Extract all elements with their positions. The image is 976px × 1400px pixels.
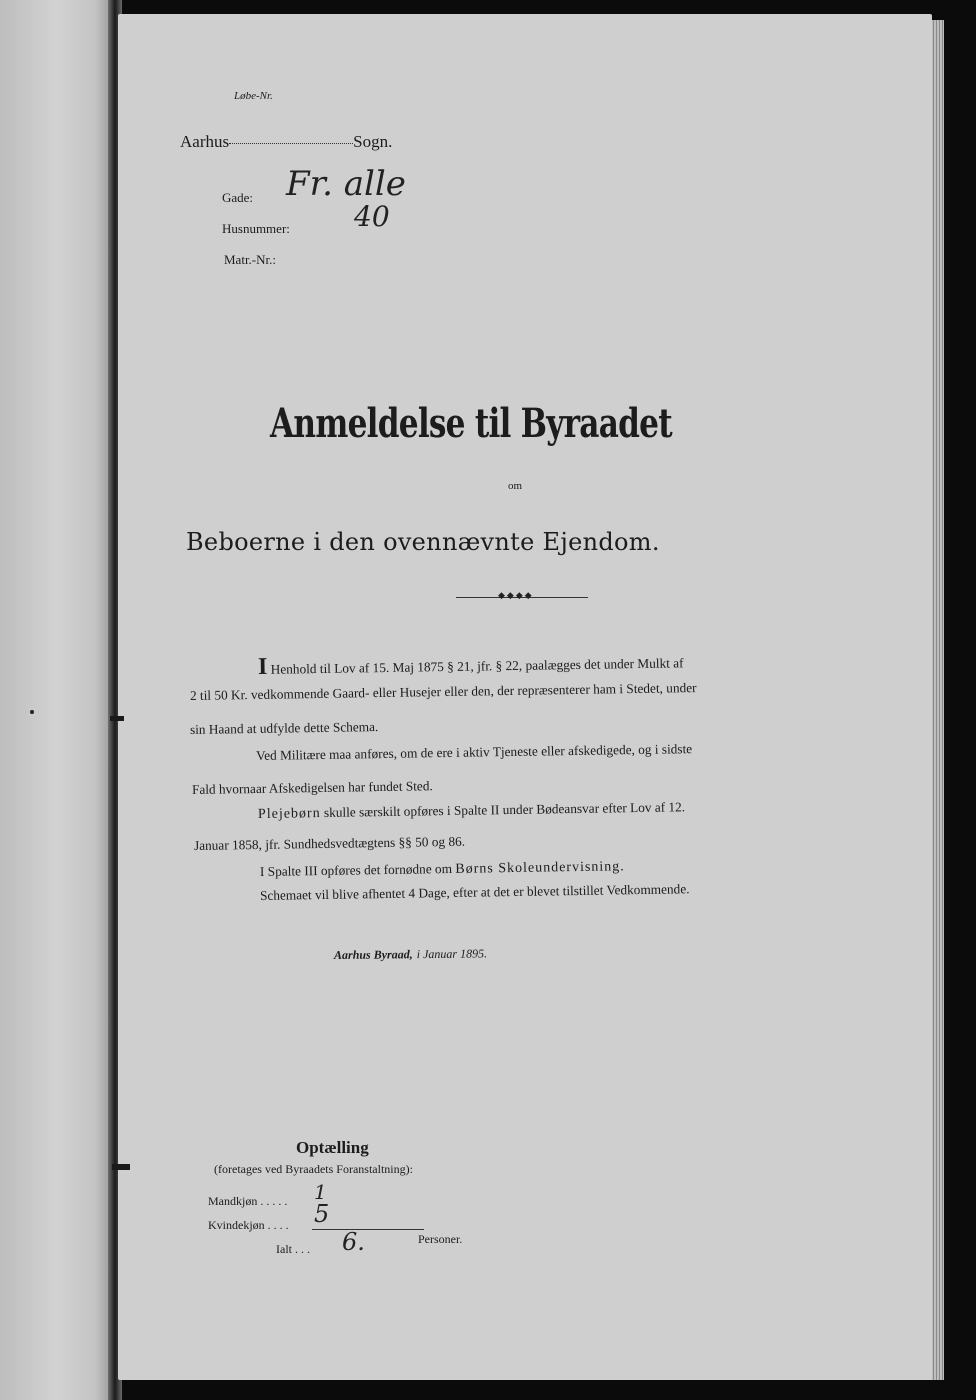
kvindekjoen-label: Kvindekjøn . . . . bbox=[208, 1218, 289, 1232]
mandkjoen-handwritten-value: 1 bbox=[314, 1180, 327, 1204]
page-title: Anmeldelse til Byraadet bbox=[270, 400, 672, 447]
gade-label: Gade: bbox=[222, 190, 254, 205]
ornament-diamonds: ◆◆◆◆ bbox=[498, 590, 534, 600]
paragraph-4 bbox=[260, 858, 625, 881]
paragraph-2-line-2: Fald hvornaar Afskedigelsen har fundet Sted. bbox=[191, 778, 433, 797]
binding-clip-mark bbox=[112, 1164, 130, 1170]
ialt-handwritten-value: 6. bbox=[342, 1228, 365, 1256]
paragraph-4-text: I Spalte III opføres det fornødne om bbox=[259, 860, 453, 879]
paragraph-1-line-1 bbox=[258, 647, 684, 681]
mandkjoen-label: Mandkjøn . . . . . bbox=[208, 1194, 288, 1208]
matr-nr-label: Matr.-Nr.: bbox=[224, 252, 276, 267]
paragraph-3-line-1-text: skulle særskilt opføres i Spalte II under Bødeansvar efter Lov af 12. bbox=[323, 799, 686, 820]
city-label bbox=[180, 132, 392, 152]
plejeborn-emphasis: Plejebørn bbox=[257, 806, 321, 822]
husnummer-label: Husnummer: bbox=[222, 221, 290, 236]
page-subtitle: Beboerne i den ovennævnte Ejendom. bbox=[186, 528, 660, 556]
paragraph-initial: I bbox=[257, 653, 268, 680]
sogn-label: Sogn. bbox=[353, 132, 393, 151]
sogn-dotted-line bbox=[229, 142, 353, 144]
signature-line bbox=[334, 944, 487, 964]
document-page bbox=[118, 14, 932, 1380]
ialt-label: Ialt . . . bbox=[276, 1242, 310, 1256]
speck-mark bbox=[30, 710, 34, 714]
paragraph-2-line-1: Ved Militære maa anføres, om de ere i aktiv Tjeneste eller afskedigede, og i sidste bbox=[255, 741, 693, 763]
gade-handwritten-value: Fr. alle bbox=[286, 164, 406, 204]
personer-label: Personer. bbox=[418, 1232, 463, 1246]
paragraph-1-line-3: sin Haand at udfylde dette Schema. bbox=[189, 719, 379, 737]
paragraph-1-line-2: 2 til 50 Kr. vedkommende Gaard- eller Husejer eller den, der repræsenterer ham i Stedet, under bbox=[189, 680, 697, 703]
signature-org: Aarhus Byraad, bbox=[333, 947, 413, 962]
husnummer-handwritten-value: 40 bbox=[354, 200, 390, 233]
kvindekjoen-handwritten-value: 5 bbox=[314, 1200, 330, 1228]
paragraph-1-line-1-text: Henhold til Lov af 15. Maj 1875 § 21, jfr. § 22, paalægges det under Mulkt af bbox=[270, 655, 684, 677]
sum-rule bbox=[312, 1229, 424, 1230]
signature-date: i Januar 1895. bbox=[416, 946, 488, 962]
skoleundervisning-emphasis: Børns Skoleundervisning. bbox=[455, 859, 625, 877]
optaelling-title: Optælling bbox=[296, 1138, 369, 1157]
paragraph-3-line-1 bbox=[258, 799, 685, 823]
optaelling-subtitle: (foretages ved Byraadets Foranstaltning): bbox=[214, 1162, 413, 1176]
city-name: Aarhus bbox=[180, 132, 230, 151]
loebe-nr-label: Løbe-Nr. bbox=[234, 90, 273, 102]
paragraph-5: Schemaet vil blive afhentet 4 Dage, efter at det er blevet tilstillet Vedkommende. bbox=[259, 881, 690, 903]
paragraph-3-line-2: Januar 1858, jfr. Sundhedsvedtægtens §§ 50 og 86. bbox=[193, 833, 466, 853]
binding-clip-mark bbox=[110, 716, 124, 721]
title-connector-om: om bbox=[508, 480, 523, 492]
facing-page bbox=[0, 0, 112, 1400]
